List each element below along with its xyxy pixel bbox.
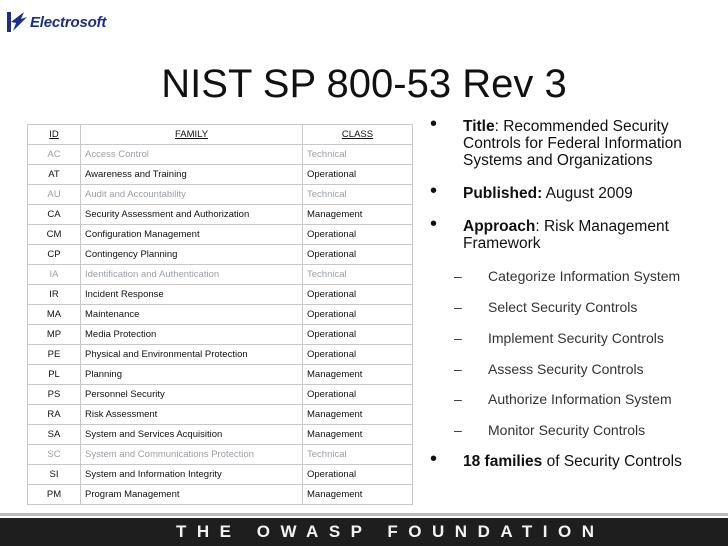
row-class-cell: Operational	[303, 285, 413, 305]
header-class: CLASS	[303, 125, 413, 145]
row-family-cell: Audit and Accountability	[81, 185, 303, 205]
approach-label: Approach	[463, 218, 536, 235]
table-row	[28, 165, 413, 185]
sub-item-label: Implement Security Controls	[488, 330, 664, 346]
dash-marker: –	[454, 361, 462, 377]
table-row	[28, 405, 413, 425]
table-row	[28, 245, 413, 265]
row-id-cell: SC	[28, 445, 81, 465]
row-class-cell: Operational	[303, 225, 413, 245]
row-id-cell: CM	[28, 225, 81, 245]
table-row	[28, 225, 413, 245]
approach-value: : Risk Management Framework	[463, 218, 669, 252]
row-id-cell: PE	[28, 345, 81, 365]
slide-title: NIST SP 800-53 Rev 3	[161, 62, 567, 106]
row-class-cell: Operational	[303, 385, 413, 405]
row-family-cell: Access Control	[81, 145, 303, 165]
row-class-cell: Operational	[303, 165, 413, 185]
table-row	[28, 465, 413, 485]
header-family: FAMILY	[81, 125, 303, 145]
row-id-cell: IR	[28, 285, 81, 305]
row-family-cell: Identification and Authentication	[81, 265, 303, 285]
bullet-dot: •	[430, 113, 438, 135]
dash-marker: –	[454, 391, 462, 407]
row-class-cell: Operational	[303, 305, 413, 325]
header-id: ID	[28, 125, 81, 145]
row-family-cell: Physical and Environmental Protection	[81, 345, 303, 365]
row-class-cell: Management	[303, 405, 413, 425]
bullet-dot: •	[430, 180, 438, 202]
row-class-cell: Management	[303, 485, 413, 505]
row-id-cell: PL	[28, 365, 81, 385]
footer-divider	[0, 513, 728, 516]
title-value: : Recommended Security Controls for Federal Information Systems and Organizations	[463, 118, 682, 169]
electrosoft-logo	[6, 8, 106, 36]
published-value: August 2009	[542, 185, 633, 202]
row-id-cell: PM	[28, 485, 81, 505]
row-class-cell: Management	[303, 365, 413, 385]
row-class-cell: Operational	[303, 345, 413, 365]
table-row	[28, 265, 413, 285]
row-family-cell: Planning	[81, 365, 303, 385]
row-class-cell: Technical	[303, 185, 413, 205]
row-class-cell: Management	[303, 425, 413, 445]
dash-marker: –	[454, 422, 462, 438]
logo-text: Electrosoft	[30, 13, 107, 31]
row-family-cell: Incident Response	[81, 285, 303, 305]
row-family-cell: Awareness and Training	[81, 165, 303, 185]
electrosoft-logo-icon	[6, 9, 28, 35]
table-row	[28, 385, 413, 405]
row-family-cell: Media Protection	[81, 325, 303, 345]
row-class-cell: Technical	[303, 445, 413, 465]
sub-item-label: Select Security Controls	[488, 299, 638, 315]
bullet-dot: •	[430, 448, 438, 470]
row-id-cell: AU	[28, 185, 81, 205]
published-label: Published:	[463, 185, 543, 202]
row-id-cell: PS	[28, 385, 81, 405]
control-families-table	[27, 124, 413, 505]
bullet-dot: •	[430, 213, 438, 235]
table-row	[28, 185, 413, 205]
row-class-cell: Operational	[303, 325, 413, 345]
row-id-cell: CP	[28, 245, 81, 265]
row-class-cell: Operational	[303, 465, 413, 485]
table-row	[28, 305, 413, 325]
row-id-cell: SA	[28, 425, 81, 445]
row-id-cell: MP	[28, 325, 81, 345]
footer-text: THE OWASP FOUNDATION	[176, 522, 605, 541]
row-id-cell: CA	[28, 205, 81, 225]
table-row	[28, 425, 413, 445]
families-value: of Security Controls	[542, 453, 682, 470]
row-id-cell: SI	[28, 465, 81, 485]
families-label: 18 families	[463, 453, 543, 470]
row-class-cell: Technical	[303, 265, 413, 285]
row-id-cell: RA	[28, 405, 81, 425]
row-family-cell: Program Management	[81, 485, 303, 505]
row-class-cell: Operational	[303, 245, 413, 265]
table-row	[28, 285, 413, 305]
footer-bar	[0, 518, 728, 546]
dash-marker: –	[454, 330, 462, 346]
table-row	[28, 365, 413, 385]
row-family-cell: Risk Assessment	[81, 405, 303, 425]
row-class-cell: Management	[303, 205, 413, 225]
table-row	[28, 345, 413, 365]
row-family-cell: Personnel Security	[81, 385, 303, 405]
row-family-cell: System and Information Integrity	[81, 465, 303, 485]
row-family-cell: Configuration Management	[81, 225, 303, 245]
row-id-cell: IA	[28, 265, 81, 285]
row-family-cell: Maintenance	[81, 305, 303, 325]
sub-item-label: Monitor Security Controls	[488, 422, 646, 438]
table-row	[28, 485, 413, 505]
sub-item-label: Assess Security Controls	[488, 361, 644, 377]
sub-item-label: Categorize Information System	[488, 268, 681, 284]
row-family-cell: Security Assessment and Authorization	[81, 205, 303, 225]
title-label: Title	[463, 118, 495, 135]
sub-item-label: Authorize Information System	[488, 391, 672, 407]
row-id-cell: AT	[28, 165, 81, 185]
row-family-cell: System and Communications Protection	[81, 445, 303, 465]
row-class-cell: Technical	[303, 145, 413, 165]
dash-marker: –	[454, 268, 462, 284]
row-id-cell: MA	[28, 305, 81, 325]
table-row	[28, 445, 413, 465]
table-row	[28, 325, 413, 345]
table-header-row	[28, 125, 413, 145]
row-id-cell: AC	[28, 145, 81, 165]
row-family-cell: System and Services Acquisition	[81, 425, 303, 445]
dash-marker: –	[454, 299, 462, 315]
table-row	[28, 145, 413, 165]
row-family-cell: Contingency Planning	[81, 245, 303, 265]
table-row	[28, 205, 413, 225]
